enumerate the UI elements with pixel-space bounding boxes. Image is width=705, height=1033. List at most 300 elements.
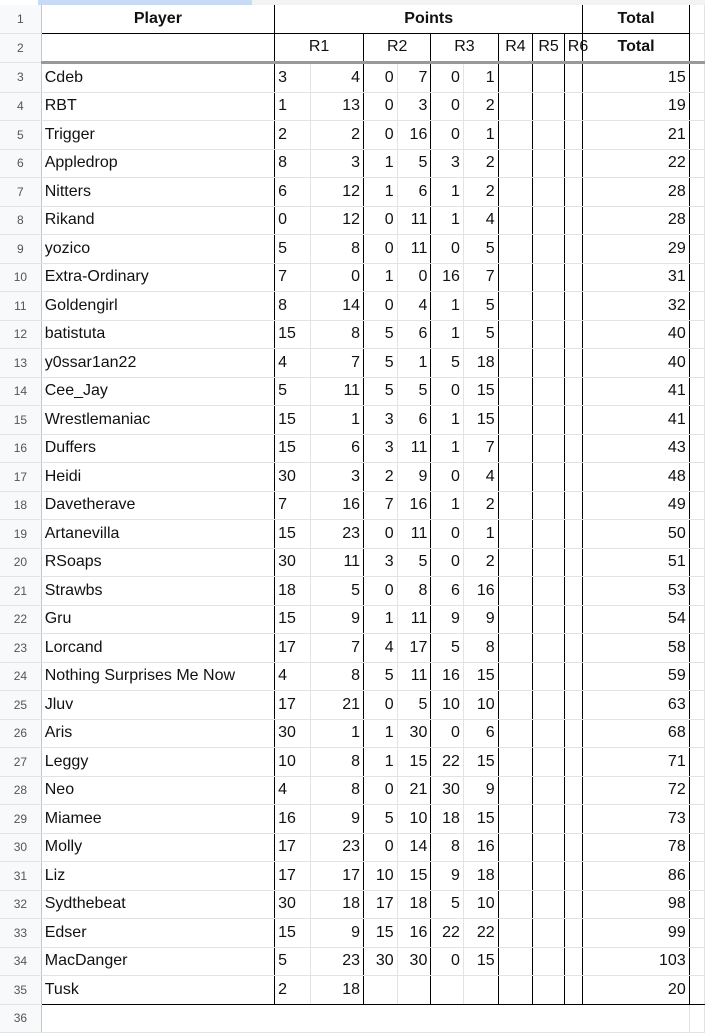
r2a-cell[interactable]: 2 <box>364 463 398 492</box>
points-header[interactable]: Points <box>275 5 583 33</box>
r2a-cell[interactable]: 1 <box>364 605 398 634</box>
empty-cell[interactable] <box>689 235 704 264</box>
r2a-cell[interactable]: 30 <box>364 947 398 976</box>
total-cell[interactable]: 29 <box>583 235 689 264</box>
total-cell[interactable]: 28 <box>583 206 689 235</box>
r2b-cell[interactable]: 16 <box>397 121 431 150</box>
row-header[interactable]: 12 <box>0 320 41 349</box>
total-cell[interactable]: 86 <box>583 862 689 891</box>
r1a-cell[interactable]: 4 <box>275 662 311 691</box>
r3a-cell[interactable]: 0 <box>431 235 464 264</box>
empty-cell[interactable] <box>689 719 704 748</box>
r2a-cell[interactable]: 1 <box>364 149 398 178</box>
player-cell[interactable]: RBT <box>41 92 274 121</box>
r3b-cell[interactable]: 4 <box>463 206 498 235</box>
total-cell[interactable]: 59 <box>583 662 689 691</box>
r3a-cell[interactable]: 3 <box>431 149 464 178</box>
r2b-cell[interactable]: 16 <box>397 919 431 948</box>
r2a-cell[interactable]: 0 <box>364 121 398 150</box>
total-cell[interactable]: 54 <box>583 605 689 634</box>
r2b-cell[interactable]: 11 <box>397 206 431 235</box>
r5-cell[interactable] <box>533 577 564 606</box>
empty-cell[interactable] <box>689 491 704 520</box>
r5-cell[interactable] <box>533 235 564 264</box>
r1b-cell[interactable]: 9 <box>310 919 363 948</box>
r6-cell[interactable] <box>564 149 583 178</box>
player-cell[interactable]: Heidi <box>41 463 274 492</box>
r1b-cell[interactable]: 17 <box>310 862 363 891</box>
r1a-cell[interactable]: 15 <box>275 434 311 463</box>
player-cell[interactable]: Neo <box>41 776 274 805</box>
total-cell[interactable]: 58 <box>583 634 689 663</box>
r6-cell[interactable] <box>564 548 583 577</box>
r5-cell[interactable] <box>533 662 564 691</box>
r6-cell[interactable] <box>564 577 583 606</box>
r5-cell[interactable] <box>533 748 564 777</box>
round-header-r6[interactable]: R6 <box>564 33 583 63</box>
r3a-cell[interactable]: 6 <box>431 577 464 606</box>
r6-cell[interactable] <box>564 263 583 292</box>
r3a-cell[interactable]: 5 <box>431 349 464 378</box>
player-cell[interactable]: Duffers <box>41 434 274 463</box>
player-cell[interactable]: Edser <box>41 919 274 948</box>
r3a-cell[interactable]: 0 <box>431 719 464 748</box>
r2b-cell[interactable]: 9 <box>397 463 431 492</box>
total-cell[interactable]: 99 <box>583 919 689 948</box>
r5-cell[interactable] <box>533 491 564 520</box>
r3a-cell[interactable]: 0 <box>431 947 464 976</box>
row-header[interactable]: 17 <box>0 463 41 492</box>
empty-cell[interactable] <box>41 33 274 63</box>
r2a-cell[interactable]: 1 <box>364 263 398 292</box>
player-cell[interactable]: Tusk <box>41 976 274 1005</box>
total-cell[interactable]: 41 <box>583 377 689 406</box>
r1b-cell[interactable]: 8 <box>310 748 363 777</box>
row-header[interactable]: 26 <box>0 719 41 748</box>
r6-cell[interactable] <box>564 605 583 634</box>
r3a-cell[interactable]: 0 <box>431 520 464 549</box>
r6-cell[interactable] <box>564 491 583 520</box>
r3b-cell[interactable]: 2 <box>463 178 498 207</box>
row-header[interactable]: 15 <box>0 406 41 435</box>
total-cell[interactable]: 20 <box>583 976 689 1005</box>
r3b-cell[interactable]: 22 <box>463 919 498 948</box>
r2a-cell[interactable]: 4 <box>364 634 398 663</box>
r4-cell[interactable] <box>498 947 533 976</box>
r5-cell[interactable] <box>533 919 564 948</box>
r1a-cell[interactable]: 15 <box>275 605 311 634</box>
r6-cell[interactable] <box>564 63 583 93</box>
empty-cell[interactable] <box>689 434 704 463</box>
r4-cell[interactable] <box>498 377 533 406</box>
row-header[interactable]: 18 <box>0 491 41 520</box>
r1a-cell[interactable]: 17 <box>275 691 311 720</box>
r1b-cell[interactable]: 3 <box>310 149 363 178</box>
r1b-cell[interactable]: 9 <box>310 805 363 834</box>
player-cell[interactable]: batistuta <box>41 320 274 349</box>
r3b-cell[interactable]: 1 <box>463 63 498 93</box>
player-cell[interactable]: Nitters <box>41 178 274 207</box>
r6-cell[interactable] <box>564 947 583 976</box>
r3a-cell[interactable]: 22 <box>431 748 464 777</box>
r3a-cell[interactable]: 18 <box>431 805 464 834</box>
r2b-cell[interactable]: 14 <box>397 833 431 862</box>
r1a-cell[interactable]: 5 <box>275 235 311 264</box>
r1b-cell[interactable]: 13 <box>310 92 363 121</box>
r1a-cell[interactable]: 4 <box>275 776 311 805</box>
r2b-cell[interactable]: 5 <box>397 377 431 406</box>
row-header[interactable]: 10 <box>0 263 41 292</box>
row-header[interactable]: 2 <box>0 33 41 63</box>
empty-cell[interactable] <box>689 691 704 720</box>
r6-cell[interactable] <box>564 862 583 891</box>
row-header[interactable]: 27 <box>0 748 41 777</box>
r1b-cell[interactable]: 0 <box>310 263 363 292</box>
player-cell[interactable]: Cee_Jay <box>41 377 274 406</box>
r2a-cell[interactable]: 1 <box>364 748 398 777</box>
player-cell[interactable]: MacDanger <box>41 947 274 976</box>
r2a-cell[interactable] <box>364 976 398 1005</box>
row-header[interactable]: 31 <box>0 862 41 891</box>
r1a-cell[interactable]: 6 <box>275 178 311 207</box>
r6-cell[interactable] <box>564 691 583 720</box>
r3a-cell[interactable]: 1 <box>431 206 464 235</box>
r1a-cell[interactable]: 16 <box>275 805 311 834</box>
r5-cell[interactable] <box>533 805 564 834</box>
player-cell[interactable]: Nothing Surprises Me Now <box>41 662 274 691</box>
round-header-r2[interactable]: R2 <box>364 33 431 63</box>
r3a-cell[interactable]: 1 <box>431 178 464 207</box>
r3b-cell[interactable]: 2 <box>463 548 498 577</box>
r3a-cell[interactable]: 0 <box>431 463 464 492</box>
r5-cell[interactable] <box>533 947 564 976</box>
r3b-cell[interactable]: 5 <box>463 235 498 264</box>
r2b-cell[interactable]: 30 <box>397 947 431 976</box>
r3a-cell[interactable]: 16 <box>431 263 464 292</box>
r5-cell[interactable] <box>533 691 564 720</box>
r1a-cell[interactable]: 17 <box>275 833 311 862</box>
r6-cell[interactable] <box>564 349 583 378</box>
r5-cell[interactable] <box>533 92 564 121</box>
r2b-cell[interactable]: 6 <box>397 320 431 349</box>
empty-cell[interactable] <box>689 206 704 235</box>
r2a-cell[interactable]: 3 <box>364 406 398 435</box>
row-header[interactable]: 22 <box>0 605 41 634</box>
empty-cell[interactable] <box>689 63 704 93</box>
row-header[interactable]: 4 <box>0 92 41 121</box>
r2b-cell[interactable]: 11 <box>397 605 431 634</box>
player-cell[interactable]: Cdeb <box>41 63 274 93</box>
total-cell[interactable]: 51 <box>583 548 689 577</box>
row-header[interactable]: 35 <box>0 976 41 1005</box>
r1a-cell[interactable]: 3 <box>275 63 311 93</box>
total-cell[interactable]: 49 <box>583 491 689 520</box>
r5-cell[interactable] <box>533 349 564 378</box>
player-cell[interactable]: yozico <box>41 235 274 264</box>
r2a-cell[interactable]: 5 <box>364 805 398 834</box>
r1a-cell[interactable]: 4 <box>275 349 311 378</box>
r3a-cell[interactable]: 0 <box>431 63 464 93</box>
r2b-cell[interactable]: 11 <box>397 662 431 691</box>
r1b-cell[interactable]: 7 <box>310 349 363 378</box>
total-cell[interactable]: 32 <box>583 292 689 321</box>
r2b-cell[interactable]: 11 <box>397 434 431 463</box>
total-cell[interactable]: 48 <box>583 463 689 492</box>
empty-cell[interactable] <box>689 5 704 33</box>
r2b-cell[interactable]: 0 <box>397 263 431 292</box>
r3b-cell[interactable]: 15 <box>463 947 498 976</box>
r4-cell[interactable] <box>498 605 533 634</box>
round-header-r4[interactable]: R4 <box>498 33 533 63</box>
r1b-cell[interactable]: 1 <box>310 719 363 748</box>
r6-cell[interactable] <box>564 377 583 406</box>
r5-cell[interactable] <box>533 206 564 235</box>
r4-cell[interactable] <box>498 691 533 720</box>
empty-cell[interactable] <box>689 947 704 976</box>
round-header-r1[interactable]: R1 <box>275 33 364 63</box>
r2a-cell[interactable]: 5 <box>364 377 398 406</box>
r2b-cell[interactable]: 8 <box>397 577 431 606</box>
r5-cell[interactable] <box>533 263 564 292</box>
r3b-cell[interactable]: 5 <box>463 292 498 321</box>
r3a-cell[interactable]: 1 <box>431 406 464 435</box>
r3b-cell[interactable]: 18 <box>463 349 498 378</box>
empty-cell[interactable] <box>689 121 704 150</box>
r4-cell[interactable] <box>498 833 533 862</box>
player-cell[interactable]: Rikand <box>41 206 274 235</box>
r3b-cell[interactable]: 8 <box>463 634 498 663</box>
player-cell[interactable]: Extra-Ordinary <box>41 263 274 292</box>
empty-cell[interactable] <box>689 976 704 1005</box>
r3a-cell[interactable]: 0 <box>431 92 464 121</box>
r6-cell[interactable] <box>564 406 583 435</box>
r2a-cell[interactable]: 5 <box>364 349 398 378</box>
r2b-cell[interactable]: 18 <box>397 890 431 919</box>
r2a-cell[interactable]: 1 <box>364 719 398 748</box>
r4-cell[interactable] <box>498 520 533 549</box>
r1a-cell[interactable]: 1 <box>275 92 311 121</box>
r1b-cell[interactable]: 3 <box>310 463 363 492</box>
r3b-cell[interactable]: 15 <box>463 377 498 406</box>
r1b-cell[interactable]: 23 <box>310 833 363 862</box>
player-cell[interactable]: y0ssar1an22 <box>41 349 274 378</box>
row-header[interactable]: 28 <box>0 776 41 805</box>
empty-cell[interactable] <box>689 634 704 663</box>
row-header[interactable]: 13 <box>0 349 41 378</box>
r3a-cell[interactable]: 8 <box>431 833 464 862</box>
total-cell[interactable]: 50 <box>583 520 689 549</box>
r6-cell[interactable] <box>564 776 583 805</box>
player-cell[interactable]: Wrestlemaniac <box>41 406 274 435</box>
r5-cell[interactable] <box>533 178 564 207</box>
r2a-cell[interactable]: 0 <box>364 92 398 121</box>
player-cell[interactable]: Lorcand <box>41 634 274 663</box>
r5-cell[interactable] <box>533 833 564 862</box>
r1b-cell[interactable]: 18 <box>310 890 363 919</box>
r1a-cell[interactable]: 10 <box>275 748 311 777</box>
r4-cell[interactable] <box>498 776 533 805</box>
r1b-cell[interactable]: 12 <box>310 206 363 235</box>
r1a-cell[interactable]: 0 <box>275 206 311 235</box>
r6-cell[interactable] <box>564 748 583 777</box>
empty-cell[interactable] <box>689 178 704 207</box>
r2b-cell[interactable]: 30 <box>397 719 431 748</box>
empty-cell[interactable] <box>689 263 704 292</box>
r3b-cell[interactable]: 1 <box>463 121 498 150</box>
r2b-cell[interactable]: 21 <box>397 776 431 805</box>
row-header[interactable]: 36 <box>0 1004 41 1033</box>
r4-cell[interactable] <box>498 890 533 919</box>
total-cell[interactable]: 53 <box>583 577 689 606</box>
r1a-cell[interactable]: 30 <box>275 463 311 492</box>
row-header[interactable]: 8 <box>0 206 41 235</box>
r2a-cell[interactable]: 10 <box>364 862 398 891</box>
r3a-cell[interactable]: 30 <box>431 776 464 805</box>
r1a-cell[interactable]: 2 <box>275 121 311 150</box>
player-cell[interactable]: Gru <box>41 605 274 634</box>
r1a-cell[interactable]: 2 <box>275 976 311 1005</box>
r4-cell[interactable] <box>498 235 533 264</box>
total-cell[interactable]: 19 <box>583 92 689 121</box>
r4-cell[interactable] <box>498 463 533 492</box>
r4-cell[interactable] <box>498 748 533 777</box>
total-cell[interactable]: 68 <box>583 719 689 748</box>
r1b-cell[interactable]: 9 <box>310 605 363 634</box>
r1b-cell[interactable]: 14 <box>310 292 363 321</box>
r4-cell[interactable] <box>498 491 533 520</box>
r5-cell[interactable] <box>533 121 564 150</box>
r3a-cell[interactable]: 1 <box>431 434 464 463</box>
r1a-cell[interactable]: 15 <box>275 406 311 435</box>
r5-cell[interactable] <box>533 520 564 549</box>
r6-cell[interactable] <box>564 976 583 1005</box>
r4-cell[interactable] <box>498 805 533 834</box>
r4-cell[interactable] <box>498 263 533 292</box>
total-cell[interactable]: 15 <box>583 63 689 93</box>
empty-cell[interactable] <box>689 748 704 777</box>
r2b-cell[interactable]: 5 <box>397 149 431 178</box>
r3a-cell[interactable]: 5 <box>431 634 464 663</box>
total-cell[interactable]: 71 <box>583 748 689 777</box>
r3b-cell[interactable]: 16 <box>463 577 498 606</box>
r6-cell[interactable] <box>564 206 583 235</box>
r4-cell[interactable] <box>498 406 533 435</box>
total-cell[interactable]: 78 <box>583 833 689 862</box>
empty-cell[interactable] <box>689 833 704 862</box>
r2b-cell[interactable]: 16 <box>397 491 431 520</box>
total-cell[interactable]: 103 <box>583 947 689 976</box>
row-header[interactable]: 7 <box>0 178 41 207</box>
r1a-cell[interactable]: 30 <box>275 548 311 577</box>
r4-cell[interactable] <box>498 577 533 606</box>
total-cell[interactable]: 40 <box>583 320 689 349</box>
r3a-cell[interactable]: 10 <box>431 691 464 720</box>
r5-cell[interactable] <box>533 890 564 919</box>
r1b-cell[interactable]: 1 <box>310 406 363 435</box>
player-cell[interactable]: Leggy <box>41 748 274 777</box>
r2b-cell[interactable]: 4 <box>397 292 431 321</box>
empty-cell[interactable] <box>689 33 704 63</box>
r1a-cell[interactable]: 7 <box>275 491 311 520</box>
r3b-cell[interactable]: 1 <box>463 520 498 549</box>
total-cell[interactable]: 21 <box>583 121 689 150</box>
row-header[interactable]: 16 <box>0 434 41 463</box>
r2a-cell[interactable]: 0 <box>364 577 398 606</box>
r1a-cell[interactable]: 17 <box>275 634 311 663</box>
r1b-cell[interactable]: 23 <box>310 520 363 549</box>
r2a-cell[interactable]: 5 <box>364 320 398 349</box>
player-cell[interactable]: Aris <box>41 719 274 748</box>
r1b-cell[interactable]: 5 <box>310 577 363 606</box>
row-header[interactable]: 19 <box>0 520 41 549</box>
r1a-cell[interactable]: 15 <box>275 919 311 948</box>
r1a-cell[interactable]: 8 <box>275 149 311 178</box>
empty-cell[interactable] <box>689 406 704 435</box>
row-header[interactable]: 30 <box>0 833 41 862</box>
player-cell[interactable]: Davetherave <box>41 491 274 520</box>
r5-cell[interactable] <box>533 776 564 805</box>
r1a-cell[interactable]: 8 <box>275 292 311 321</box>
r4-cell[interactable] <box>498 320 533 349</box>
r5-cell[interactable] <box>533 976 564 1005</box>
r1b-cell[interactable]: 7 <box>310 634 363 663</box>
total-cell[interactable]: 41 <box>583 406 689 435</box>
row-header[interactable]: 3 <box>0 63 41 93</box>
r6-cell[interactable] <box>564 833 583 862</box>
r2a-cell[interactable]: 0 <box>364 235 398 264</box>
round-header-r3[interactable]: R3 <box>431 33 498 63</box>
total-cell[interactable]: 28 <box>583 178 689 207</box>
r6-cell[interactable] <box>564 719 583 748</box>
r1b-cell[interactable]: 23 <box>310 947 363 976</box>
r4-cell[interactable] <box>498 92 533 121</box>
player-cell[interactable]: Artanevilla <box>41 520 274 549</box>
r3b-cell[interactable]: 15 <box>463 406 498 435</box>
r1a-cell[interactable]: 30 <box>275 719 311 748</box>
r6-cell[interactable] <box>564 634 583 663</box>
r4-cell[interactable] <box>498 976 533 1005</box>
r1a-cell[interactable]: 7 <box>275 263 311 292</box>
empty-cell[interactable] <box>689 548 704 577</box>
row-header[interactable]: 9 <box>0 235 41 264</box>
r1a-cell[interactable]: 5 <box>275 947 311 976</box>
r3b-cell[interactable]: 15 <box>463 748 498 777</box>
row-header[interactable]: 29 <box>0 805 41 834</box>
r5-cell[interactable] <box>533 719 564 748</box>
r2b-cell[interactable]: 6 <box>397 178 431 207</box>
empty-cell[interactable] <box>689 92 704 121</box>
r1b-cell[interactable]: 8 <box>310 662 363 691</box>
empty-cell[interactable] <box>689 890 704 919</box>
row-header[interactable]: 33 <box>0 919 41 948</box>
empty-cell[interactable] <box>689 662 704 691</box>
r5-cell[interactable] <box>533 634 564 663</box>
r3b-cell[interactable]: 15 <box>463 662 498 691</box>
empty-cell[interactable] <box>689 862 704 891</box>
r5-cell[interactable] <box>533 548 564 577</box>
total-header[interactable]: Total <box>583 5 689 33</box>
r1b-cell[interactable]: 4 <box>310 63 363 93</box>
r3a-cell[interactable]: 0 <box>431 377 464 406</box>
r4-cell[interactable] <box>498 349 533 378</box>
r5-cell[interactable] <box>533 149 564 178</box>
r5-cell[interactable] <box>533 862 564 891</box>
player-cell[interactable]: Sydthebeat <box>41 890 274 919</box>
r2a-cell[interactable]: 0 <box>364 292 398 321</box>
empty-cell[interactable] <box>689 919 704 948</box>
r2a-cell[interactable]: 3 <box>364 548 398 577</box>
r5-cell[interactable] <box>533 406 564 435</box>
